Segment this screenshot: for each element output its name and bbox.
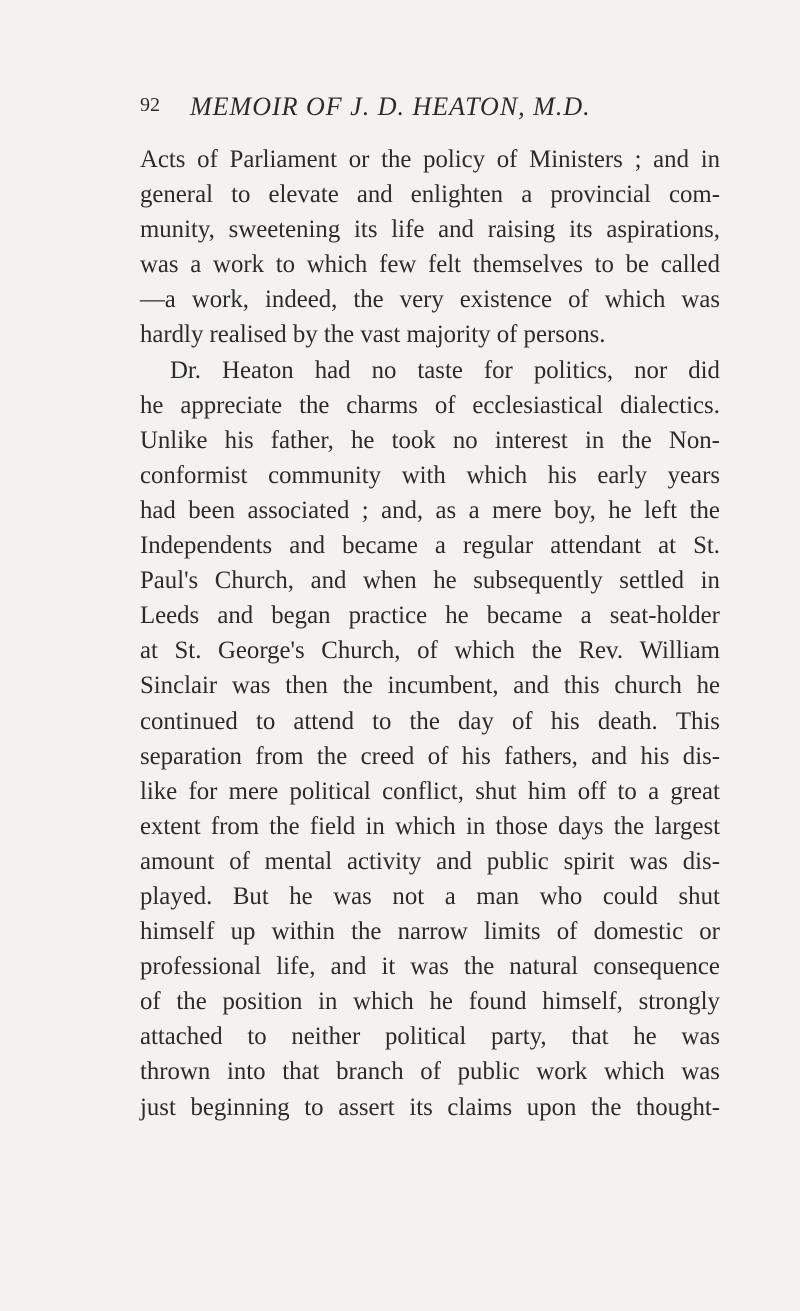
text-line: amount of mental activity and public spirit was dis- <box>140 847 720 875</box>
text-line: like for mere political conflict, shut him off to a great <box>140 777 720 805</box>
running-title: MEMOIR OF J. D. HEATON, M.D. <box>190 92 591 121</box>
text-line: Sinclair was then the incumbent, and this church he <box>140 672 720 700</box>
text-line: conformist community with which his early years <box>140 461 720 489</box>
text-line: thrown into that branch of public work which was <box>140 1058 720 1086</box>
page-number: 92 <box>140 94 160 116</box>
text-line: —a work, indeed, the very existence of which was <box>140 286 720 314</box>
text-line: Independents and became a regular attendant at St. <box>140 532 720 560</box>
text-line: was a work to which few felt themselves to be called <box>140 251 720 279</box>
text-line: he appreciate the charms of ecclesiastical dialectics. <box>140 391 720 419</box>
text-line: himself up within the narrow limits of domestic or <box>140 918 720 946</box>
text-line: continued to attend to the day of his death. This <box>140 707 720 735</box>
running-head <box>140 92 591 124</box>
text-line: munity, sweetening its life and raising its aspirations, <box>140 216 720 244</box>
body-text <box>140 142 720 1125</box>
text-line: Paul's Church, and when he subsequently settled in <box>140 567 720 595</box>
text-line: just beginning to assert its claims upon the thought- <box>140 1093 720 1121</box>
text-line: hardly realised by the vast majority of persons. <box>140 321 606 349</box>
text-line: separation from the creed of his fathers, and his dis- <box>140 742 720 770</box>
text-line: general to elevate and enlighten a provincial com- <box>140 181 720 209</box>
text-line: at St. George's Church, of which the Rev. William <box>140 637 720 665</box>
text-line: Dr. Heaton had no taste for politics, nor did <box>170 356 720 384</box>
text-line: attached to neither political party, that he was <box>140 1023 720 1051</box>
text-line: professional life, and it was the natural consequence <box>140 953 720 981</box>
text-line: of the position in which he found himself, strongly <box>140 988 720 1016</box>
text-line: had been associated ; and, as a mere boy, he left the <box>140 496 720 524</box>
text-line: Acts of Parliament or the policy of Ministers ; and in <box>140 146 720 173</box>
text-line: Unlike his father, he took no interest in the Non- <box>140 426 720 454</box>
text-line: extent from the field in which in those days the largest <box>140 812 720 840</box>
text-line: Leeds and began practice he became a seat-holder <box>140 602 720 630</box>
text-line: played. But he was not a man who could shut <box>140 882 720 910</box>
